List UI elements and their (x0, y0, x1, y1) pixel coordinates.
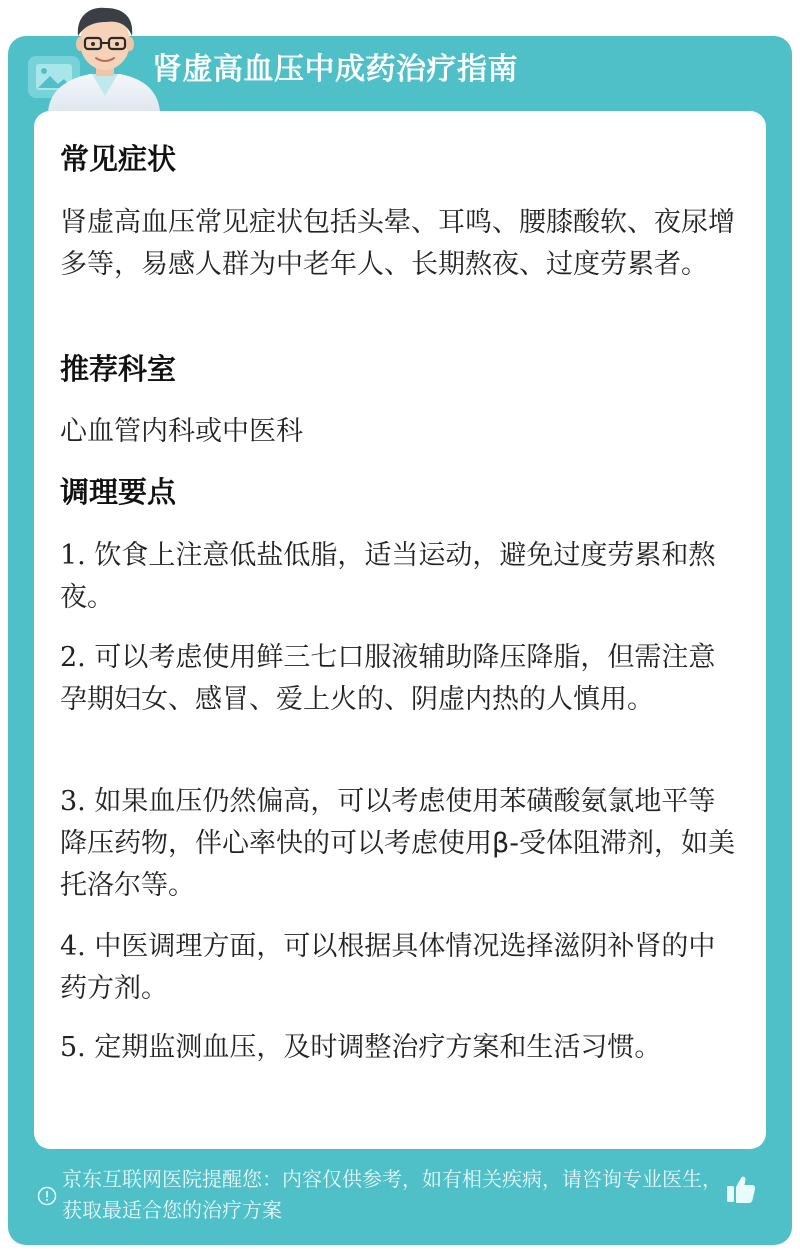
care-item-text: 定期监测血压，及时调整治疗方案和生活习惯。 (94, 1032, 662, 1063)
care-item-text: 饮食上注意低盐低脂，适当运动，避免过度劳累和熬夜。 (60, 540, 716, 613)
care-item-3 (60, 781, 740, 907)
section-heading-symptoms: 常见症状 (60, 142, 177, 176)
content-panel (34, 111, 766, 1149)
care-item-number: 2. (60, 642, 86, 673)
care-item-text: 可以考虑使用鲜三七口服液辅助降压降脂，但需注意孕期妇女、感冒、爱上火的、阴虚内热的人慎用。 (60, 642, 716, 715)
section-heading-department: 推荐科室 (60, 352, 177, 386)
care-item-4 (60, 926, 740, 1010)
info-icon (37, 1186, 57, 1206)
care-item-number: 5. (60, 1032, 86, 1063)
section-heading-care: 调理要点 (60, 475, 177, 509)
care-item-5 (60, 1027, 740, 1069)
disclaimer-text: 京东互联网医院提醒您：内容仅供参考，如有相关疾病，请咨询专业医生，获取最适合您的治疗方案 (62, 1167, 722, 1222)
care-item-1 (60, 535, 740, 619)
page-title: 肾虚高血压中成药治疗指南 (152, 52, 518, 87)
care-item-text: 中医调理方面，可以根据具体情况选择滋阴补肾的中药方剂。 (60, 931, 716, 1004)
care-item-number: 1. (60, 540, 86, 571)
thumbs-up-icon[interactable] (724, 1172, 758, 1206)
care-item-number: 4. (60, 931, 86, 962)
care-item-text: 如果血压仍然偏高，可以考虑使用苯磺酸氨氯地平等降压药物，伴心率快的可以考虑使用β-受体阻滞剂，如美托洛尔等。 (60, 786, 735, 901)
care-item-2 (60, 637, 740, 721)
care-item-number: 3. (60, 786, 86, 817)
symptoms-text: 肾虚高血压常见症状包括头晕、耳鸣、腰膝酸软、夜尿增多等，易感人群为中老年人、长期熬夜、过度劳累者。 (60, 207, 735, 280)
department-text: 心血管内科或中医科 (60, 416, 303, 447)
doctor-avatar (40, 0, 170, 112)
